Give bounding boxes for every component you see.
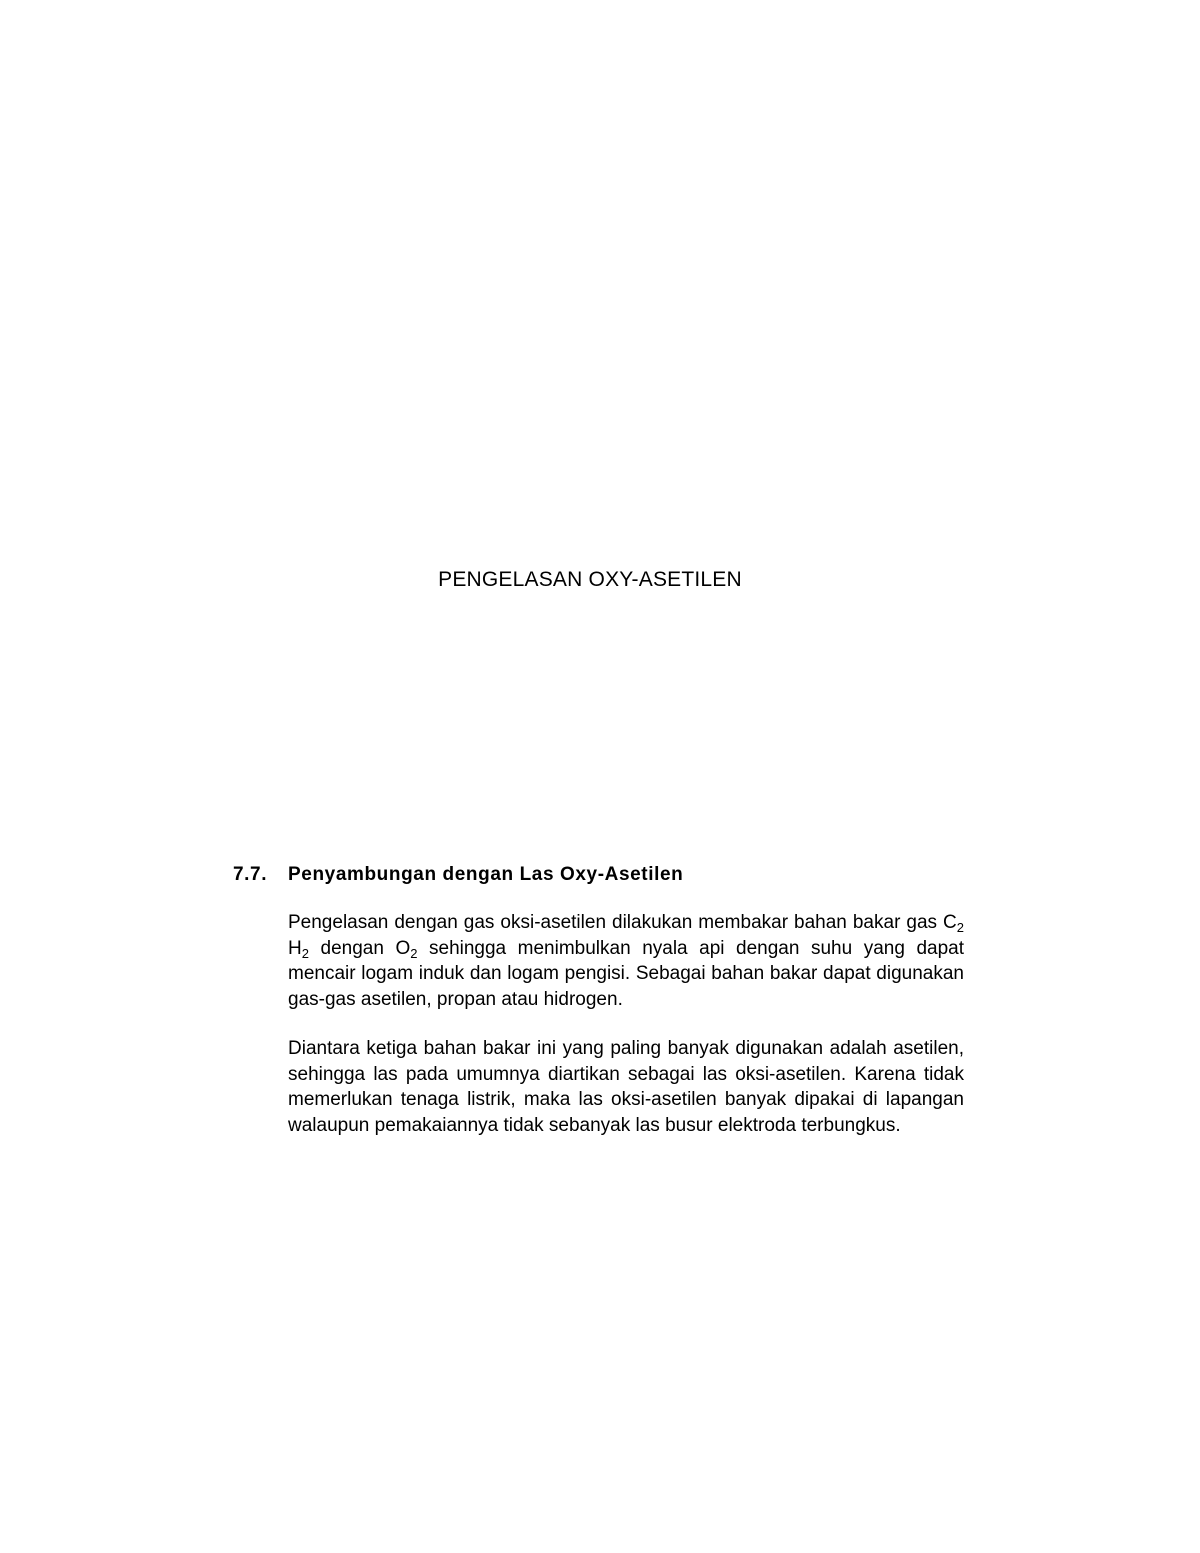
subscript-o-2: 2 xyxy=(410,945,418,961)
subscript-c-2: 2 xyxy=(956,920,964,935)
section-7-7 xyxy=(233,861,973,1138)
page-title: PENGELASAN OXY-ASETILEN xyxy=(438,568,742,591)
subscript-h-2: 2 xyxy=(301,945,309,961)
paragraph-1 xyxy=(288,910,964,1012)
section-title: Penyambungan dengan Las Oxy-Asetilen xyxy=(288,864,684,885)
paragraph-1-text-b: H xyxy=(288,937,302,959)
section-heading xyxy=(233,861,973,889)
paragraph-1-text-a: Pengelasan dengan gas oksi-asetilen dilakukan membakar bahan bakar gas C xyxy=(288,912,957,933)
paragraph-1-text-d: sehingga menimbulkan nyala api dengan suhu yang dapat mencair logam induk dan logam pengisi. Sebagai bahan bakar dapat digunakan gas-gas asetilen, propan atau hidrogen. xyxy=(288,937,964,1010)
paragraph-2: Diantara ketiga bahan bakar ini yang paling banyak digunakan adalah asetilen, sehingga las pada umumnya diartikan sebagai las oksi-asetilen. Karena tidak memerlukan tenaga listrik, maka las oksi-asetilen banyak dipakai di lapangan walaupun pemakaiannya tidak sebanyak las busur elektroda terbungkus. xyxy=(288,1038,964,1136)
section-number: 7.7. xyxy=(233,864,268,885)
paragraph-1-text-c: dengan O xyxy=(308,937,411,959)
